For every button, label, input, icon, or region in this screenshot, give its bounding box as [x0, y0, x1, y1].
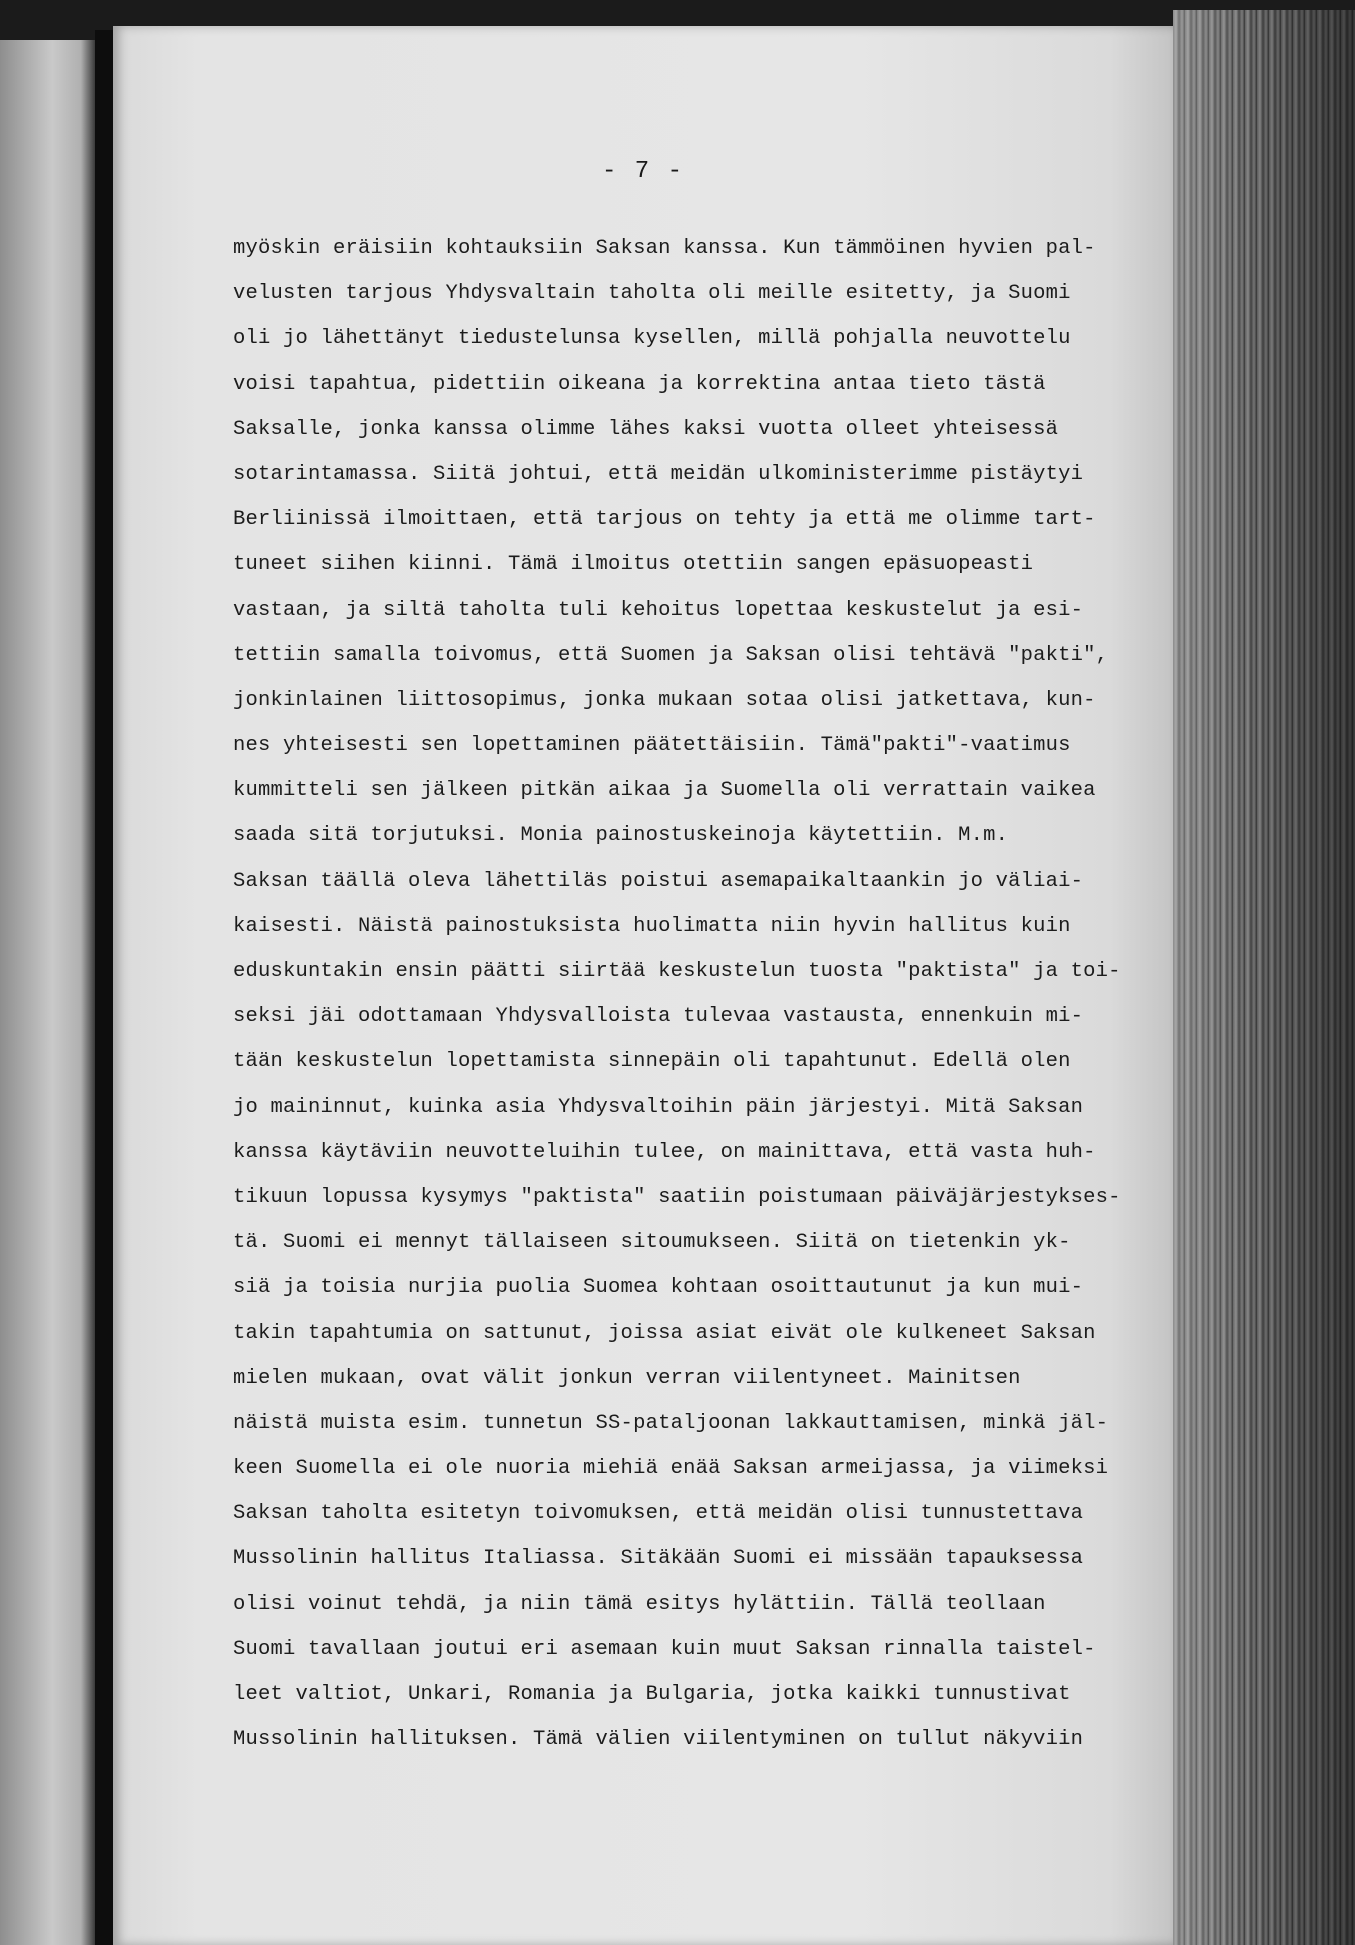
text-line: tä. Suomi ei mennyt tällaiseen sitoumukseen. Siitä on tietenkin yk-	[233, 1231, 1071, 1255]
book-gutter	[95, 30, 113, 1945]
text-line: jo maininnut, kuinka asia Yhdysvaltoihin päin järjestyi. Mitä Saksan	[233, 1095, 1084, 1119]
text-line: tuneet siihen kiinni. Tämä ilmoitus otettiin sangen epäsuopeasti	[233, 553, 1034, 577]
facing-page-edge	[0, 40, 95, 1945]
text-line: vastaan, ja siltä taholta tuli kehoitus lopettaa keskustelut ja esi-	[233, 598, 1084, 622]
text-line: näistä muista esim. tunnetun SS-pataljoonan lakkauttamisen, minkä jäl-	[233, 1411, 1109, 1435]
text-line: Berliinissä ilmoittaen, että tarjous on tehty ja että me olimme tart-	[233, 508, 1096, 532]
stacked-page-edges	[1173, 10, 1355, 1945]
text-line: Mussolinin hallitus Italiassa. Sitäkään Suomi ei missään tapauksessa	[233, 1547, 1084, 1571]
text-line: velusten tarjous Yhdysvaltain taholta oli meille esitetty, ja Suomi	[233, 282, 1071, 306]
text-line: tettiin samalla toivomus, että Suomen ja Saksan olisi tehtävä "pakti",	[233, 643, 1109, 667]
text-line: tikuun lopussa kysymys "paktista" saatiin poistumaan päiväjärjestykses-	[233, 1185, 1121, 1209]
document-page	[113, 26, 1173, 1945]
text-line: saada sitä torjutuksi. Monia painostuskeinoja käytettiin. M.m.	[233, 824, 1009, 848]
text-line: mielen mukaan, ovat välit jonkun verran viilentyneet. Mainitsen	[233, 1366, 1021, 1390]
body-text	[233, 226, 1173, 1762]
text-line: keen Suomella ei ole nuoria miehiä enää Saksan armeijassa, ja viimeksi	[233, 1457, 1109, 1481]
text-line: Mussolinin hallituksen. Tämä välien viilentyminen on tullut näkyviin	[233, 1728, 1084, 1752]
text-line: Saksan täällä oleva lähettiläs poistui asemapaikaltaankin jo väliai-	[233, 869, 1084, 893]
text-line: Saksalle, jonka kanssa olimme lähes kaksi vuotta olleet yhteisessä	[233, 417, 1059, 441]
text-line: Suomi tavallaan joutui eri asemaan kuin muut Saksan rinnalla taistel-	[233, 1637, 1096, 1661]
text-line: voisi tapahtua, pidettiin oikeana ja korrektina antaa tieto tästä	[233, 372, 1046, 396]
text-line: leet valtiot, Unkari, Romania ja Bulgaria, jotka kaikki tunnustivat	[233, 1683, 1071, 1706]
text-line: nes yhteisesti sen lopettaminen päätettäisiin. Tämä"pakti"-vaatimus	[233, 734, 1071, 758]
text-line: kummitteli sen jälkeen pitkän aikaa ja Suomella oli verrattain vaikea	[233, 779, 1096, 803]
text-line: sotarintamassa. Siitä johtui, että meidän ulkoministerimme pistäytyi	[233, 462, 1084, 486]
text-line: myöskin eräisiin kohtauksiin Saksan kanssa. Kun tämmöinen hyvien pal-	[233, 237, 1096, 260]
text-line: tään keskustelun lopettamista sinnepäin oli tapahtunut. Edellä olen	[233, 1050, 1071, 1074]
text-line: eduskuntakin ensin päätti siirtää keskustelun tuosta "paktista" ja toi-	[233, 960, 1121, 983]
text-line: takin tapahtumia on sattunut, joissa asiat eivät ole kulkeneet Saksan	[233, 1321, 1096, 1345]
text-line: oli jo lähettänyt tiedustelunsa kysellen, millä pohjalla neuvottelu	[233, 327, 1071, 351]
text-line: siä ja toisia nurjia puolia Suomea kohtaan osoittautunut ja kun mui-	[233, 1276, 1084, 1300]
text-line: Saksan taholta esitetyn toivomuksen, että meidän olisi tunnustettava	[233, 1502, 1084, 1526]
text-line: seksi jäi odottamaan Yhdysvalloista tulevaa vastausta, ennenkuin mi-	[233, 1005, 1084, 1029]
text-line: kaisesti. Näistä painostuksista huolimatta niin hyvin hallitus kuin	[233, 914, 1071, 938]
page-number: - 7 -	[601, 158, 684, 185]
text-line: kanssa käytäviin neuvotteluihin tulee, on mainittava, että vasta huh-	[233, 1140, 1096, 1164]
text-line: olisi voinut tehdä, ja niin tämä esitys hylättiin. Tällä teollaan	[233, 1592, 1046, 1616]
text-line: jonkinlainen liittosopimus, jonka mukaan sotaa olisi jatkettava, kun-	[233, 688, 1096, 712]
